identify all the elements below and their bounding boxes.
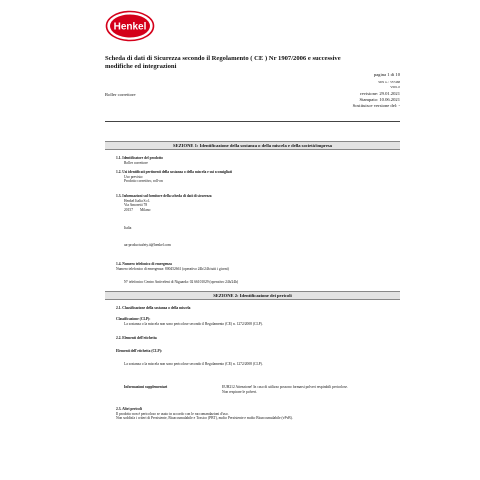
version: V001.0 (390, 84, 400, 89)
s14-line1: Numero telefonico di emergenza: 800452661 (operativo 24h/24h tutti i giorni) (116, 266, 229, 271)
header-divider (105, 121, 400, 122)
extra-info-line1: EUH212 Attenzione! In caso di utilizzo possono formarsi polveri respirabili pericolose. (222, 385, 348, 389)
print-date: Stampato: 10.06.2021 (359, 97, 400, 102)
svg-text:Henkel: Henkel (113, 21, 147, 33)
revision-date: revisione: 29.01.2021 (360, 91, 400, 96)
henkel-logo (105, 10, 155, 42)
henkel-logo-icon (105, 10, 155, 42)
section-1-header: SEZIONE 1: Identificazione della sostanza o della miscela e della società/impresa (105, 141, 400, 150)
s12-title: 1.2. Usi identificati pertinenti della sostanza o della miscela e usi sconsigliati (116, 170, 232, 174)
s21-title: 2.1. Classificazione della sostanza o della miscela (116, 306, 191, 310)
s11-title: 1.1. Identificatore del prodotto (116, 156, 163, 160)
s22-title: 2.2. Elementi dell'etichetta (116, 336, 157, 340)
clp-text: La sostanza o la miscela non sono pericolose secondo il Regolamento (CE) n. 1272/2008 (CLP). (124, 321, 263, 326)
clp-label: Classificazione (CLP): (116, 317, 151, 321)
sds-number: SDS n. : 557468 (378, 80, 400, 84)
label-text: La sostanza o la miscela non sono pericolose secondo il Regolamento (CE) n. 1272/2008 (CLP). (124, 362, 263, 366)
product-name: Roller correttore (105, 92, 136, 97)
s23-title: 2.3. Altri pericoli (116, 407, 142, 411)
s23-line2: Non soddisfa i criteri di Persistente, Bioaccumulabile e Tossico (PBT), molto Persistente e molto Bioaccumulabile (vPvB). (116, 416, 293, 420)
s12-line2: Prodotto correttivo, roll-on (124, 179, 163, 183)
page-number: pagina 1 di 10 (373, 72, 400, 77)
s11-value: Roller correttore (124, 160, 148, 165)
label-elements: Elementi dell'etichetta (CLP): (116, 349, 163, 353)
s14-title: 1.4. Numero telefonico di emergenza (116, 262, 172, 266)
document-title: Scheda di dati di Sicurezza secondo il Regolamento ( CE ) Nr 1907/2006 e successive modifiche ed integrazioni (105, 55, 341, 70)
s14-line2: N° telefonico Centro Antiveleni di Niguarda: 02 66101029 (operativo 24h/24h) (124, 280, 239, 284)
replaces-version: Sostituisce versione del: - (352, 103, 400, 108)
contact-email[interactable]: ua-productsafety.it@henkel.com (124, 243, 171, 247)
s13-title: 1.3. Informazioni sul fornitore della scheda di dati di sicurezza (116, 194, 212, 198)
s12-line1: Uso previsto: (124, 174, 144, 179)
section-2-header: SEZIONE 2: Identificazione dei pericoli (105, 291, 400, 300)
extra-info-line2: Non respirare le polveri. (222, 389, 258, 394)
s23-line1: Il prodotto non è pericoloso se usato in accordo con le raccomandazioni d'uso. (116, 411, 229, 416)
company-name: Henkel Italia S.r.l. (124, 198, 151, 203)
company-zip: 20157 (124, 207, 133, 212)
company-country: Italia (124, 226, 132, 230)
company-street: Via Amoretti 78 (124, 203, 148, 207)
company-city: Milano (140, 207, 151, 212)
extra-info-label: Informazioni supplementari (124, 385, 168, 389)
